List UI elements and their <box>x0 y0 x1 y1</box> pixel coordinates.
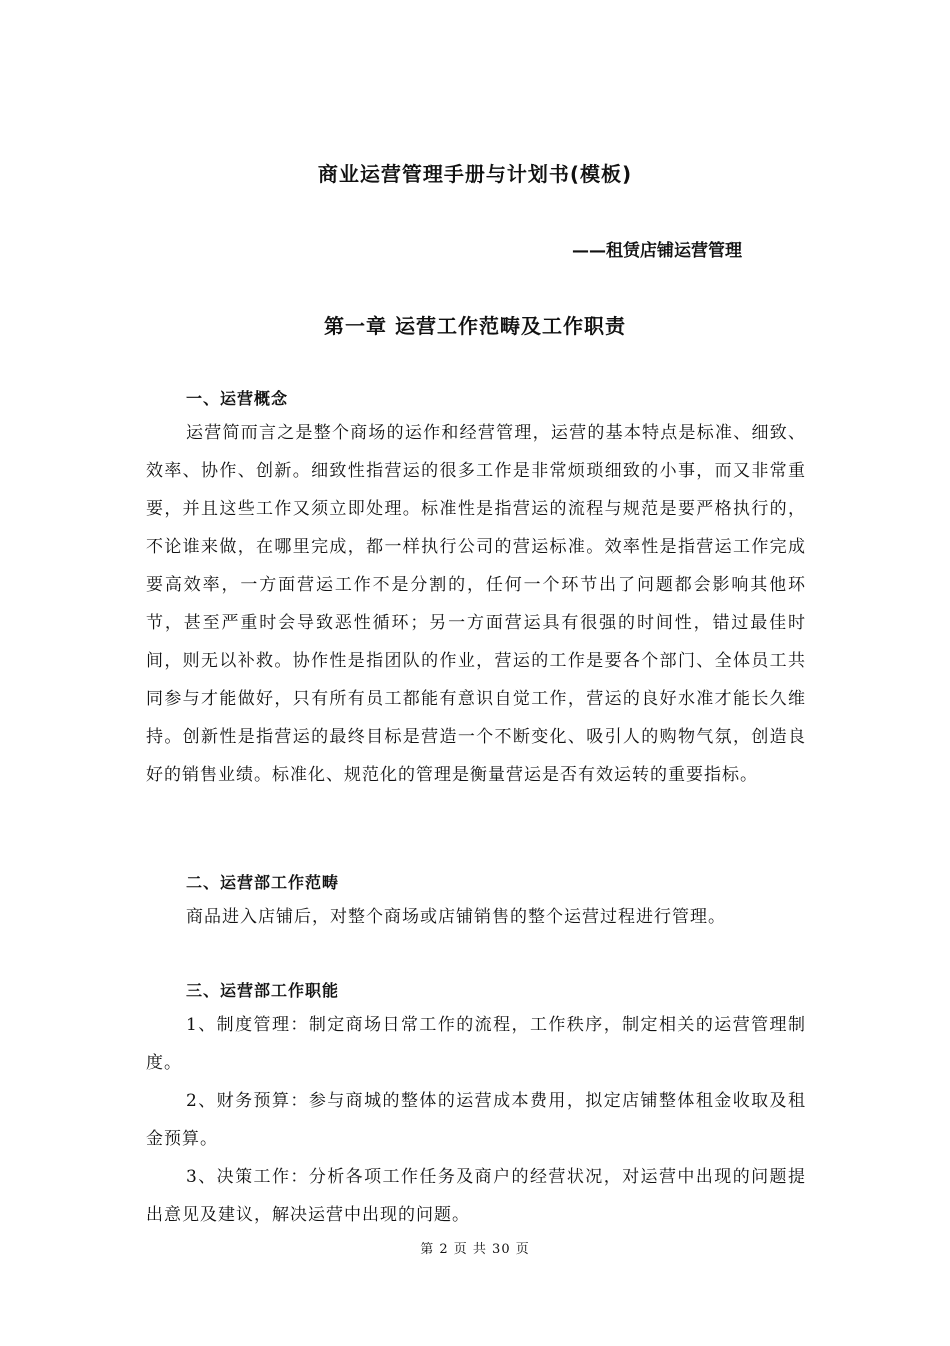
chapter-title: 第一章 运营工作范畴及工作职责 <box>324 314 626 338</box>
page-number: 第 2 页 共 30 页 <box>420 1242 530 1257</box>
document-title: 商业运营管理手册与计划书(模板) <box>317 162 633 186</box>
list-item: 3、决策工作：分析各项工作任务及商户的经营状况，对运营中出现的问题提出意见及建议，解决运营中出现的问题。 <box>146 1167 806 1225</box>
section-heading-operations-concept: 一、运营概念 <box>186 389 289 408</box>
section-paragraph: 运营简而言之是整个商场的运作和经营管理，运营的基本特点是标准、细致、效率、协作、创新。细致性指营运的很多工作是非常烦琐细致的小事，而又非常重要，并且这些工作又须立即处理。标准性是指营运的流程与规范是要严格执行的，不论谁来做，在哪里完成，都一样执行公司的营运标准。效率性是指营运工作完成要高效率，一方面营运工作不是分割的，任何一个环节出了问题都会影响其他环节，甚至严重时会导致恶性循环；另一方面营运具有很强的时间性，错过最佳时间，则无以补救。协作性是指团队的作业，营运的工作是要各个部门、全体员工共同参与才能做好，只有所有员工都能有意识自觉工作，营运的良好水准才能长久维持。创新性是指营运的最终目标是营造一个不断变化、吸引人的购物气氛，创造良好的销售业绩。标准化、规范化的管理是衡量营运是否有效运转的重要指标。 <box>146 423 806 785</box>
section-heading-department-scope: 二、运营部工作范畴 <box>186 873 340 892</box>
document-subtitle: ——租赁店铺运营管理 <box>572 241 742 261</box>
section-heading-department-functions: 三、运营部工作职能 <box>186 981 340 1000</box>
list-item: 2、财务预算：参与商城的整体的运营成本费用，拟定店铺整体租金收取及租金预算。 <box>146 1091 806 1149</box>
section-paragraph: 商品进入店铺后，对整个商场或店铺销售的整个运营过程进行管理。 <box>186 907 726 927</box>
list-item: 1、制度管理：制定商场日常工作的流程，工作秩序，制定相关的运营管理制度。 <box>146 1015 806 1073</box>
